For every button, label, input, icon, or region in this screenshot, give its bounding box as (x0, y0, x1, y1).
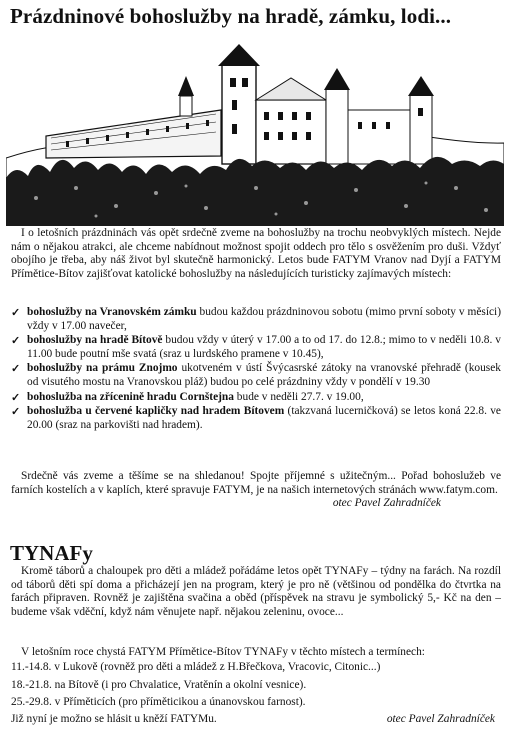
checkmark-icon: ✓ (11, 335, 21, 348)
castle-illustration (6, 38, 504, 226)
closing-paragraph: Srdečně vás zveme a těšíme se na shledanou! Spojte příjemné s užitečným... Pořad bohoslužeb ve farních kostelích a v kaplích, které spravuje FATYM, je na našich internetových stránách www.fatym.com. otec Pavel Zahradníček (11, 470, 501, 510)
checkmark-icon: ✓ (11, 406, 21, 419)
term-line: 11.-14.8. v Lukově (rovněž pro děti a mládež z H.Břečkova, Vracovic, Citonic...) (11, 661, 381, 673)
intro-paragraph: I o letošních prázdninách vás opět srdečně zveme na bohoslužby na trochu neobvyklých místech. Nejde nám o nějakou atrakci, ale chceme nabídnout možnost spojit oddech pro tělo s osvěžením pro duši. Vždyť obojího je třeba, aby náš život byl skutečně harmonický. Letos bude FATYM Vranov nad Dyjí a FATYM Přímětice-Bítov zajišťovat katolické bohoslužby na následujících turisticky zajímavých místech: (11, 227, 501, 280)
tynafy-intro: V letošním roce chystá FATYM Přímětice-Bítov TYNAFy v těchto místech a termínech: (21, 646, 425, 658)
checkmark-icon: ✓ (11, 363, 21, 376)
list-item: ✓ bohoslužby na hradě Bítově budou vždy v úterý v 17.00 a to od 17. do 12.8.; mimo to v neděli 10.8. v 11.00 bude poutní mše svatá (sraz u lurdského pramene v 10.45), (11, 334, 501, 360)
checkmark-icon: ✓ (11, 391, 21, 404)
signature: otec Pavel Zahradníček (332, 497, 441, 510)
service-list (11, 306, 501, 433)
checkmark-icon: ✓ (11, 307, 21, 319)
list-item: ✓ bohoslužby na Vranovském zámku budou každou prázdninovou sobotu (mimo první soboty v měsíci) vždy v 17.00 navečer, (11, 306, 501, 332)
term-line: 25.-29.8. v Příměticích (pro příměticikou a únanovskou farnost). (11, 696, 306, 708)
section-title: TYNAFy (10, 541, 93, 565)
list-item: ✓ bohoslužba na zřícenině hradu Cornštejna bude v neděli 27.7. v 19.00, (11, 390, 364, 404)
page-title: Prázdninové bohoslužby na hradě, zámku, lodi... (10, 4, 452, 28)
list-item: ✓ bohoslužba u červené kapličky nad hradem Bítovem (takzvaná lucerničková) se letos koná 22.8. ve 20.00 (sraz na parkovišti nad hradem). (11, 405, 501, 431)
list-item: ✓ bohoslužby na prámu Znojmo ukotveném v ústí Švýcasrské zátoky na vranovské přehradě (kousek od visutého mostu na Vranovskou pláž) budou po celé prázdniny vždy v pondělí v 19.30 (11, 362, 501, 388)
tynafy-paragraph: Kromě táborů a chaloupek pro děti a mládež pořádáme letos opět TYNAFy – týdny na farách. Na rozdíl od táborů děti spí doma a přicházejí jen na program, který je pro ně (většinou od pondělka do čtvrtka na farách připraven. Rovněž je zajištěna svačina a oběd (příspěvek na stravu je symbolický 5,- Kč na den – budeme však vděční, když nám věnujete např. nějakou zeleninu, ovoce... (11, 565, 501, 618)
signature: otec Pavel Zahradníček (386, 713, 495, 725)
final-line: Již nyní je možno se hlásit u kněží FATYMu. otec Pavel Zahradníček (11, 713, 495, 725)
term-line: 18.-21.8. na Bítově (i pro Chvalatice, Vratěnín a okolní vesnice). (11, 679, 307, 691)
